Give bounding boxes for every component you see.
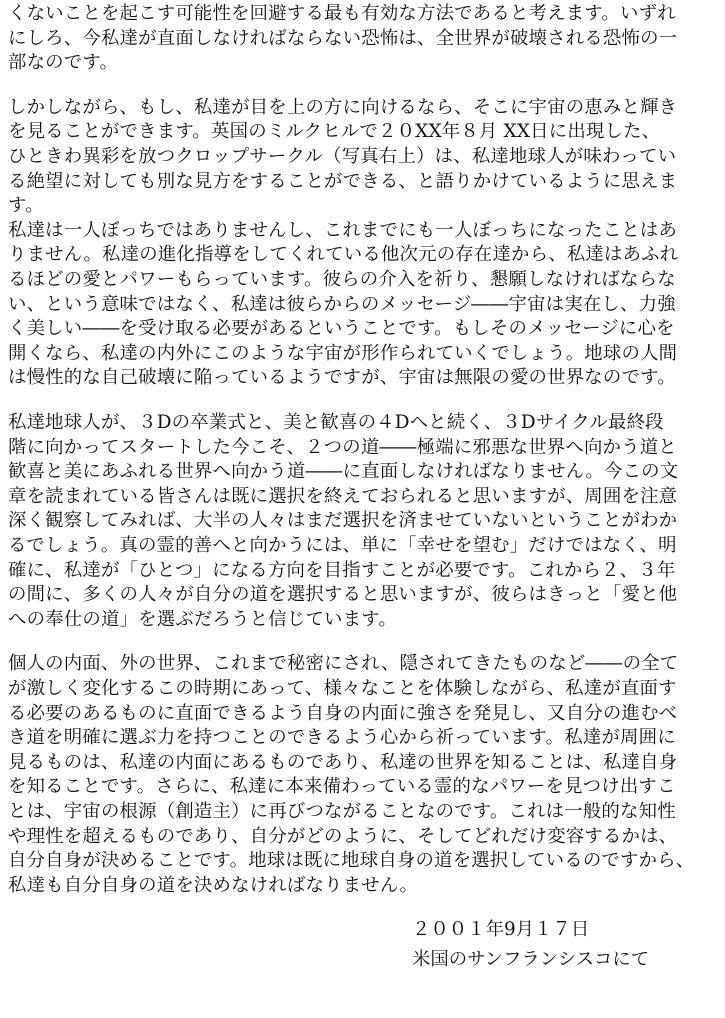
text-line: き道を明確に選ぶ力を持つことのできるよう心から祈っています。私達が周囲に [8,727,676,749]
text-line: 部なのです。 [8,52,119,74]
text-line: 深く観察してみれば、大半の人々はまだ選択を済ませていないということがわか [8,510,678,532]
text-line: への奉仕の道」を選ぶだろうと信じています。 [8,608,397,630]
text-line: の間に、多くの人々が自分の道を選択すると思いますが、彼らはきっと「愛と他 [8,584,678,606]
text-line: 章を読まれている皆さんは既に選択を終えておられると思いますが、周囲を注意 [8,485,678,507]
text-line: ひときわ異彩を放つクロップサークル（写真右上）は、私達地球人が味わってい [8,146,677,167]
signature-date: ２００１年9月１７日 [412,919,590,941]
text-line: 開くなら、私達の内外にこのような宇宙が形作られていくでしょう。地球の人間 [8,342,678,364]
text-line: る必要のあるものに直面できるよう自身の内面に強さを発見し、又自分の進むべ [8,702,678,724]
text-line: るでしょう。真の霊的善へと向かうには、単に「幸せを望む」だけではなく、明 [8,535,677,556]
text-line: 確に、私達が「ひとつ」になる方向を目指すことが必要です。これから２、３年 [8,559,676,581]
text-line: 自分自身が決めることです。地球は既に地球自身の道を選択しているのですから、 [8,850,695,872]
text-line: 私達は一人ぼっちではありませんし、これまでにも一人ぼっちになったことはあ [8,219,678,241]
text-line: とは、宇宙の根源（創造主）に再びつながることなのです。これは一般的な知性 [8,801,676,822]
text-line: りません。私達の進化指導をしてくれている他次元の存在達から、私達はあふれ [8,244,679,266]
text-line: 個人の内面、外の世界、これまで秘密にされ、隠されてきたものなど――の全て [8,653,679,675]
text-line: す。 [8,195,44,217]
text-line: い、という意味ではなく、私達は彼らからのメッセージ――宇宙は実在し、力強 [8,293,676,315]
text-line: しかしながら、もし、私達が目を上の方に向けるなら、そこに宇宙の恵みと輝き [8,96,678,118]
text-line: 見るものは、私達の内面にあるものであり、私達の世界を知ることは、私達自身 [8,751,678,773]
text-line: くないことを起こす可能性を回避する最も有効な方法であると考えます。いずれ [8,3,676,24]
text-line: 歓喜と美にあふれる世界へ向かう道――に直面しなければなりません。今この文 [8,461,679,483]
text-line: が激しく変化するこの時期にあって、様々なことを体験しながら、私達が直面す [8,678,677,699]
text-line: を見ることができます。英国のミルクヒルで２０XX年８月 XX日に出現した、 [8,121,661,143]
text-line: は慢性的な自己破壊に陥っているようですが、宇宙は無限の愛の世界なのです。 [8,367,676,389]
text-line: る絶望に対しても別な見方をすることができる、と語りかけているように思えま [8,170,678,192]
text-line: るほどの愛とパワーもらっています。彼らの介入を祈り、懇願しなければならな [8,269,676,290]
text-line: にしろ、今私達が直面しなければならない恐怖は、全世界が破壊される恐怖の一 [8,27,678,49]
text-line: を知ることです。さらに、私達に本来備わっている霊的なパワーを見つけ出すこ [8,776,676,798]
text-line: く美しい――を受け取る必要があるということです。もしそのメッセージに心を [8,318,675,340]
text-line: や理性を超えるものであり、自分がどのように、そしてどれだけ変容するかは、 [8,825,678,847]
signature-place: 米国のサンフランシスコにて [412,949,650,971]
text-line: 私達地球人が、３Dの卒業式と、美と歓喜の４Dへと続く、３Dサイクル最終段 [8,412,664,433]
text-line: 私達も自分自身の道を決めなければなりません。 [8,874,419,896]
text-line: 階に向かってスタートした今こそ、２つの道――極端に邪悪な世界へ向かう道と [8,436,677,458]
